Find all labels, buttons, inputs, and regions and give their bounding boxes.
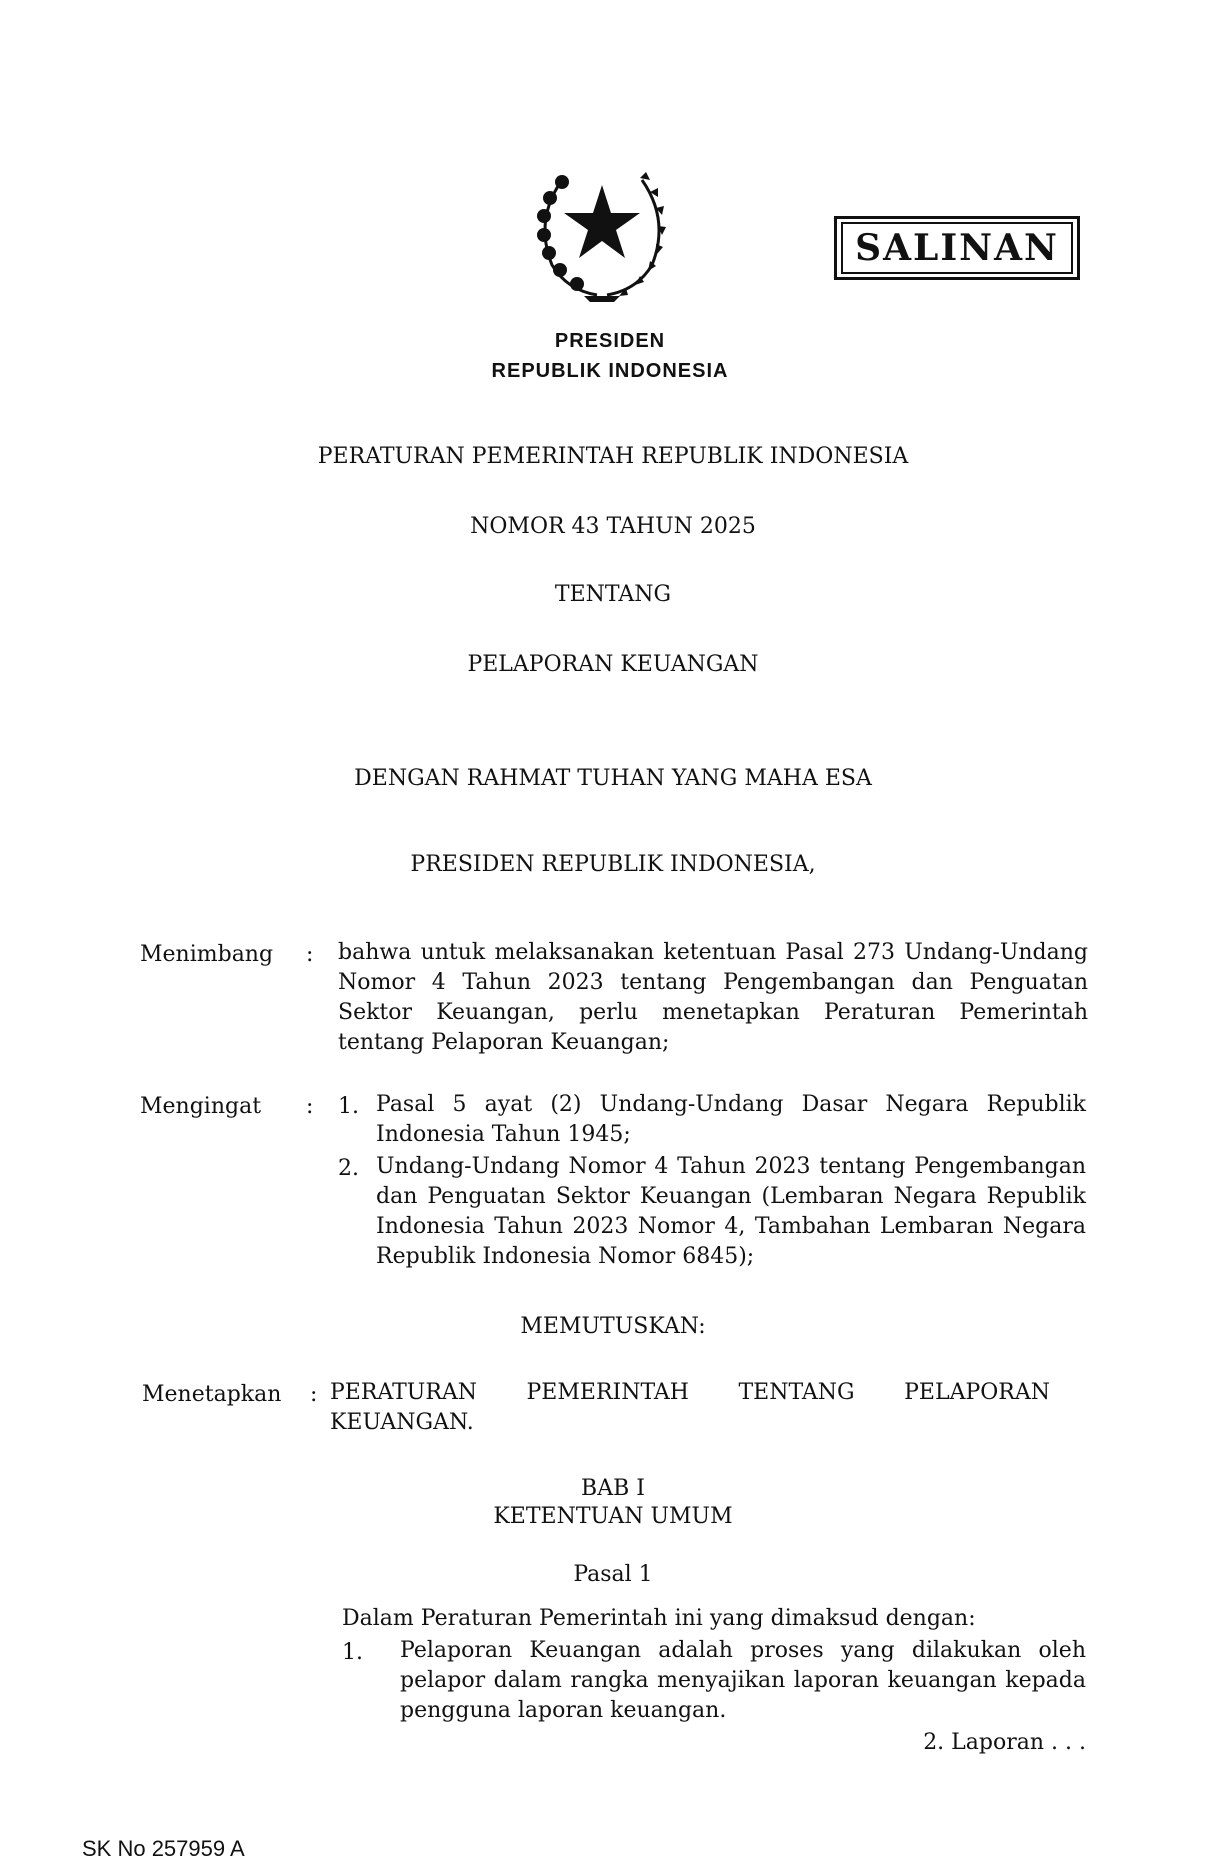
mengingat-item-text: Pasal 5 ayat (2) Undang-Undang Dasar Negara Republik Indonesia Tahun 1945; — [376, 1092, 1086, 1147]
regulation-subject: PELAPORAN KEUANGAN — [467, 652, 759, 677]
invocation: DENGAN RAHMAT TUHAN YANG MAHA ESA — [354, 766, 872, 791]
menimbang-text: bahwa untuk melaksanakan ketentuan Pasal 273 Undang-Undang Nomor 4 Tahun 2023 tentang Pengembangan dan Penguatan Sektor Keuangan, perlu menetapkan Peraturan Pemerintah tentang Pelaporan Keuangan; — [338, 940, 1088, 1055]
menimbang-colon: : — [306, 942, 314, 967]
salinan-stamp-text: SALINAN — [841, 222, 1073, 274]
regulation-number: NOMOR 43 TAHUN 2025 — [470, 514, 756, 539]
bab-title: KETENTUAN UMUM — [493, 1504, 733, 1529]
menimbang-label: Menimbang — [140, 942, 274, 967]
memutuskan-heading: MEMUTUSKAN: — [520, 1314, 706, 1339]
regulation-title: PERATURAN PEMERINTAH REPUBLIK INDONESIA — [317, 444, 909, 469]
office-line-republik: REPUBLIK INDONESIA — [491, 360, 729, 382]
mengingat-item-num: 1. — [338, 1094, 359, 1119]
mengingat-label: Mengingat — [140, 1094, 262, 1119]
mengingat-item-num: 2. — [338, 1156, 359, 1181]
bab-number: BAB I — [581, 1476, 645, 1501]
menetapkan-label: Menetapkan — [142, 1382, 282, 1407]
mengingat-colon: : — [306, 1094, 314, 1119]
salinan-stamp — [834, 216, 1080, 280]
pasal-heading: Pasal 1 — [573, 1562, 653, 1587]
pasal-intro: Dalam Peraturan Pemerintah ini yang dimaksud dengan: — [342, 1606, 976, 1631]
page-continuation: 2. Laporan . . . — [923, 1730, 1086, 1755]
regulation-tentang: TENTANG — [554, 582, 672, 607]
office-line-presiden: PRESIDEN — [554, 330, 666, 352]
sk-number: SK No 257959 A — [82, 1836, 245, 1861]
garuda-star-emblem — [522, 150, 682, 310]
definition-num: 1. — [342, 1640, 363, 1665]
issuer: PRESIDEN REPUBLIK INDONESIA, — [410, 852, 816, 877]
menetapkan-line2: KEUANGAN. — [330, 1410, 474, 1435]
mengingat-item-text: Undang-Undang Nomor 4 Tahun 2023 tentang Pengembangan dan Penguatan Sektor Keuangan (Lembaran Negara Republik Indonesia Tahun 2023 Nomor 4, Tambahan Lembaran Negara Republik Indonesia Nomor 6845); — [376, 1154, 1086, 1269]
definition-text: Pelaporan Keuangan adalah proses yang dilakukan oleh pelapor dalam rangka menyajikan laporan keuangan kepada pengguna laporan keuangan. — [400, 1638, 1086, 1723]
menetapkan-colon: : — [310, 1382, 318, 1407]
menetapkan-line1: PERATURAN PEMERINTAH TENTANG PELAPORAN — [330, 1380, 1050, 1405]
